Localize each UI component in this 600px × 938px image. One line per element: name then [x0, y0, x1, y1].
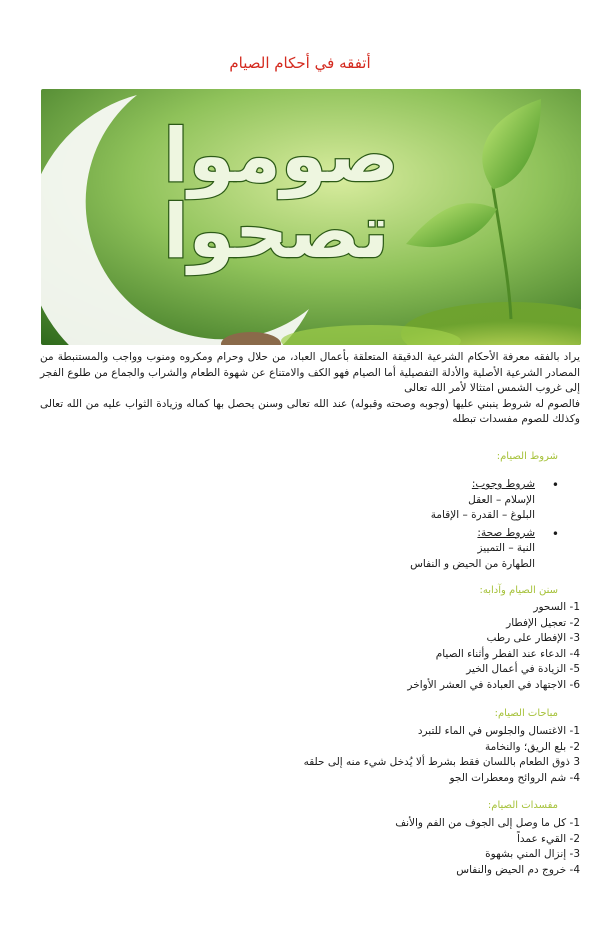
list-item: 1- السحور [533, 601, 580, 613]
condition-line: النية – التمييز [477, 542, 535, 554]
list-item [65, 526, 565, 573]
list-item: 3 ذوق الطعام باللسان فقط بشرط ألا يُدخل شيء منه إلى حلقه [303, 756, 580, 768]
list-item: 3- الإفطار على رطب [486, 632, 580, 644]
list-item: 2- تعجيل الإفطار [506, 616, 580, 629]
condition-line: الطهارة من الحيض و النفاس [410, 557, 535, 570]
list-item: 4- شم الروائح ومعطرات الجو [449, 771, 580, 784]
conditions-heading: شروط الصيام: [496, 451, 558, 462]
conditions-list [65, 477, 565, 574]
sunan-list [407, 600, 580, 693]
banner-text-line2: تصحوا [163, 189, 389, 275]
list-item: 4- الدعاء عند الفطر وأثناء الصيام [435, 647, 580, 660]
condition-line: البلوغ – القدرة – الإقامة [430, 509, 535, 521]
intro-paragraph-2: فالصوم له شروط ينبني عليها (وجوبه وصحته وقبوله) عند الله تعالى وسنن يحصل بها كماله وزيادة الثواب عليه من الله تعالى وكذلك للصوم مفسدات تبطله [40, 397, 580, 425]
bullet-icon: • [551, 478, 559, 492]
mufsidat-list [395, 816, 580, 878]
page-title: أتفقه في أحكام الصيام [229, 54, 371, 72]
sunan-heading: سنن الصيام وآدابه: [479, 585, 558, 596]
bullet-icon: • [551, 526, 559, 541]
mubahat-heading: مباحات الصيام: [494, 708, 558, 719]
list-item: 2- القيء عمداً [516, 832, 580, 845]
condition-line: الإسلام – العقل [468, 493, 535, 506]
list-item: 3- إنزال المني بشهوة [485, 848, 580, 860]
mufsidat-heading: مفسدات الصيام: [487, 800, 558, 811]
banner-image [41, 89, 581, 345]
mubahat-list [304, 724, 580, 786]
list-item: 5- الزيادة في أعمال الخير [466, 663, 580, 675]
intro-section [40, 350, 580, 428]
list-item: 4- خروج دم الحيض والنفاس [456, 863, 580, 876]
list-item [65, 477, 565, 524]
intro-paragraph-1: يراد بالفقه معرفة الأحكام الشرعية الدقيقة المتعلقة بأعمال العباد، من حلال وحرام ومكروه ومنوب وواجب والمستنبطة من المصادر الشرعية الأصلية والأدلة التفصيلية أما الصيام فهو الكف والامتناع عن شهوة الطعام والشراب والجماع من طلوع الفجر إلى غروب الشمس امتثالا لأمر الله تعالى [40, 351, 580, 394]
list-item: 2- بلع الريق؛ والنخامة [485, 740, 580, 753]
banner-text-line1: صوموا [163, 113, 399, 199]
list-item: 1- كل ما وصل إلى الجوف من الفم والأنف [395, 817, 580, 829]
condition-label: شروط صحة: [477, 526, 535, 539]
list-item: 6- الاجتهاد في العبادة في العشر الأواخر [407, 678, 580, 691]
condition-label: شروط وجوب: [471, 478, 535, 490]
list-item: 1- الاغتسال والجلوس في الماء للتبرد [417, 725, 580, 737]
